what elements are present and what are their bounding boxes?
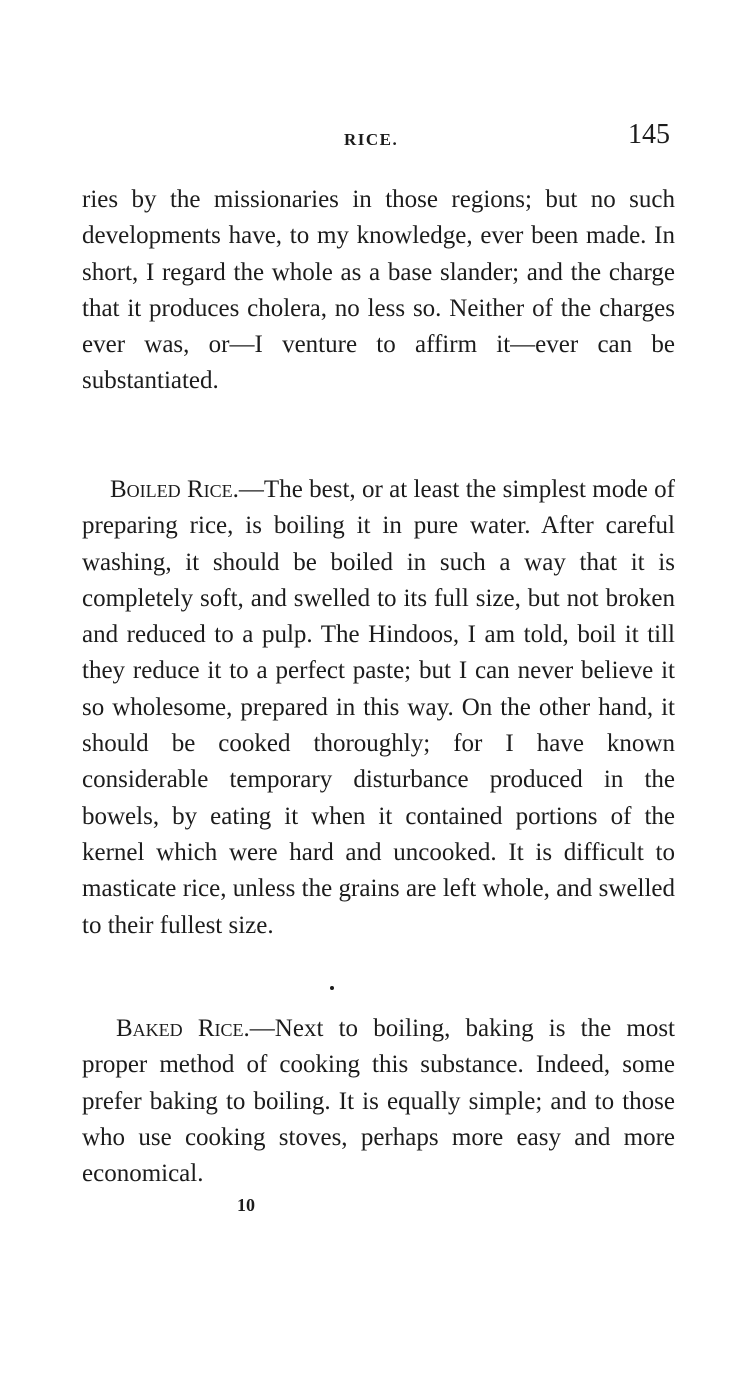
page-number: 145 [628, 119, 670, 150]
section-heading-baked-rice: Baked Rice. [116, 1015, 250, 1042]
paragraph-baked-rice [82, 1011, 675, 1192]
paragraph-continuation: ries by the missionaries in those regions; but no such developments have, to my knowledge, ever been made. In short, I regard the whole as a base slander; and the charge that it produces cholera, no less so. Neither of the charges ever was, or—I venture to affirm it—ever can be substantiated. [82, 186, 675, 395]
running-head: RICE. [344, 130, 399, 149]
paragraph-body-boiled-rice: —The best, or at least the simplest mode of preparing rice, is boiling it in pure water. After careful washing, it should be boiled in such a way that it is completely soft, and swelled to its full size, but not broken and reduced to a pulp. The Hindoos, I am told, boil it till they reduce it to a perfect paste; but I can never believe it so wholesome, prepared in this way. On the other hand, it should be cooked thoroughly; for I have known considerable temporary disturbance produced in the bowels, by eating it when it contained portions of the kernel which were hard and uncooked. It is difficult to masticate rice, unless the grains are left whole, and swelled to their fullest size. [82, 476, 675, 939]
section-heading-boiled-rice: Boiled Rice. [110, 476, 239, 503]
paragraph-body-baked-rice: —Next to boiling, baking is the most proper method of cooking this substance. Indeed, some prefer baking to boiling. It is equally simple; and to those who use cooking stoves, perhaps more easy and more economical. [82, 1015, 675, 1188]
paragraph-boiled-rice [82, 472, 675, 944]
signature-mark: 10 [237, 1195, 255, 1215]
stray-dot-mark [330, 986, 334, 990]
